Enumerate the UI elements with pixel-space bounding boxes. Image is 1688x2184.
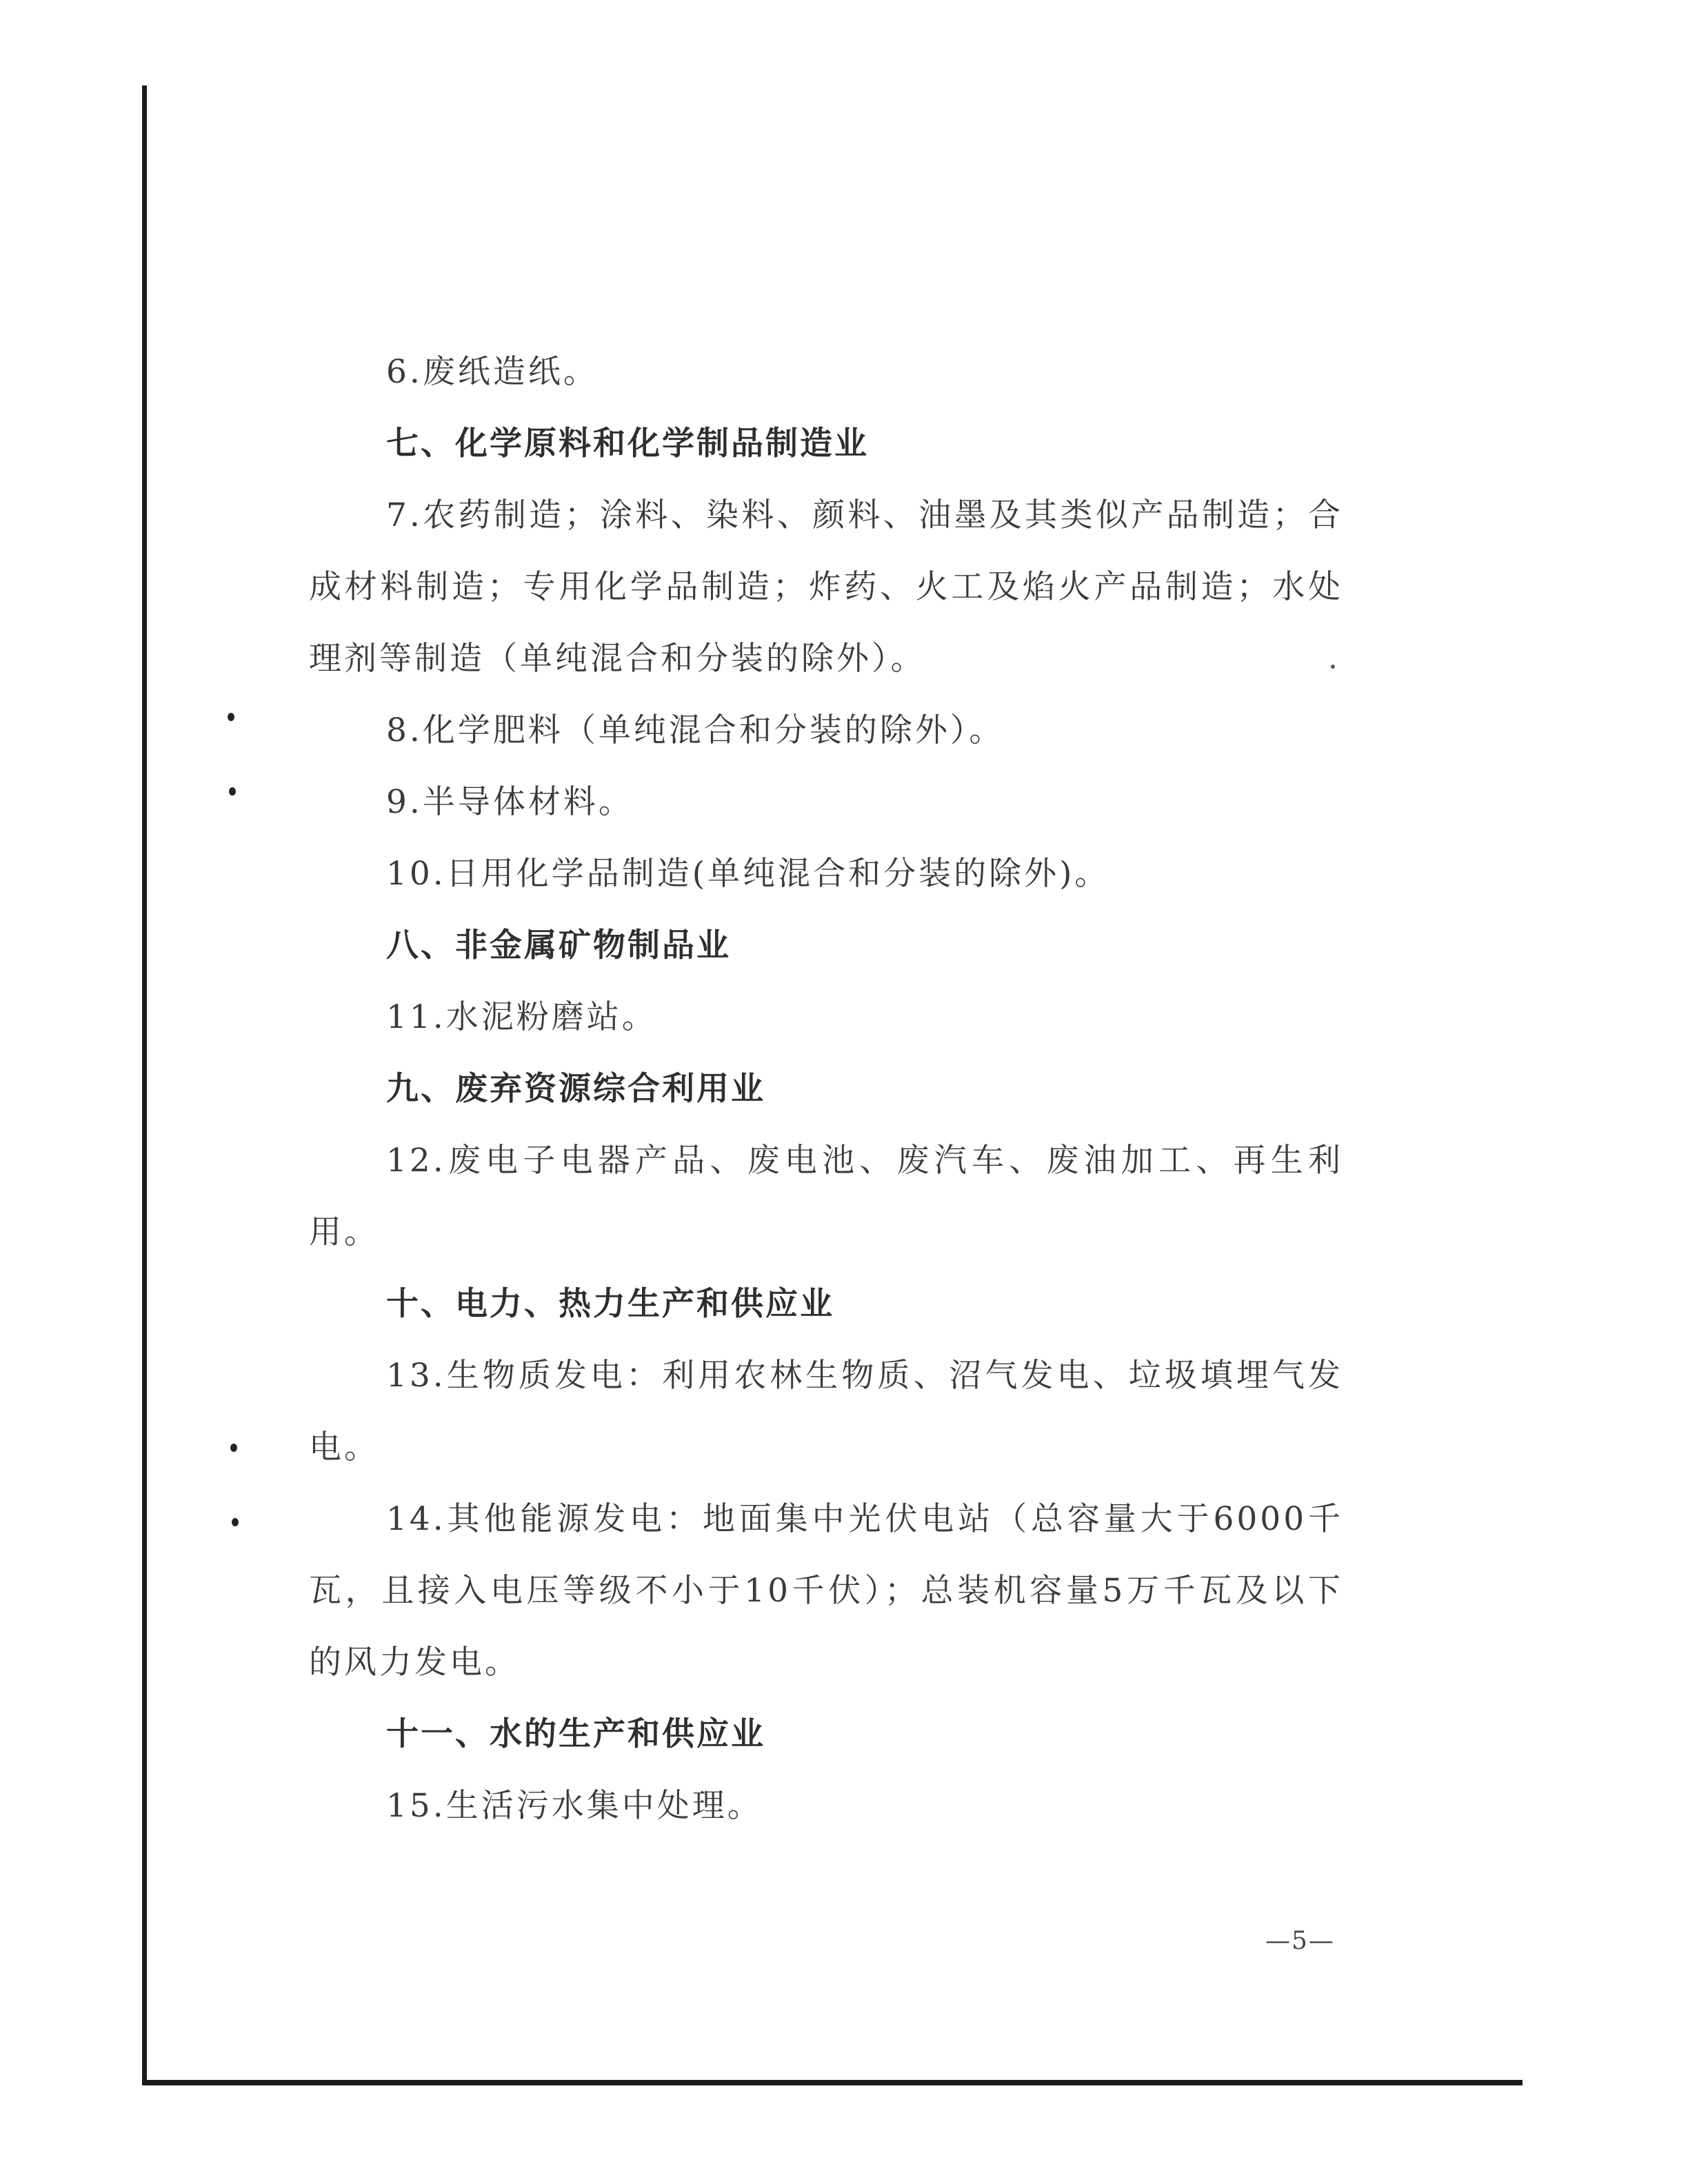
item-8: 8.化学肥料（单纯混合和分装的除外）。	[386, 711, 1005, 749]
section-heading-9: 九、废弃资源综合利用业	[386, 1070, 765, 1108]
section-heading-10: 十、电力、热力生产和供应业	[386, 1285, 834, 1323]
item-13: 13.生物质发电：利用农林生物质、沼气发电、垃圾填埋气发电。	[309, 1357, 1343, 1466]
binding-hole-mark	[228, 713, 234, 721]
item-10: 10.日用化学品制造(单纯混合和分装的除外)。	[386, 855, 1110, 893]
section-heading-11: 十一、水的生产和供应业	[386, 1715, 765, 1753]
binding-hole-mark	[229, 787, 236, 796]
scan-edge-bottom	[142, 2080, 1523, 2085]
section-heading-7: 七、化学原料和化学制品制造业	[386, 425, 869, 463]
item-14: 14.其他能源发电：地面集中光伏电站（总容量大于6000千瓦，且接入电压等级不小于10千伏）；总装机容量5万千瓦及以下的风力发电。	[309, 1500, 1343, 1681]
item-15: 15.生活污水集中处理。	[386, 1787, 763, 1825]
item-7: 7.农药制造；涂料、染料、颜料、油墨及其类似产品制造；合成材料制造；专用化学品制造；炸药、火工及焰火产品制造；水处理剂等制造（单纯混合和分装的除外）。	[309, 496, 1343, 678]
item-12: 12.废电子电器产品、废电池、废汽车、废油加工、再生利用。	[309, 1142, 1343, 1251]
document-body	[309, 336, 1343, 1842]
page-number: —5—	[1265, 1927, 1335, 1955]
item-9: 9.半导体材料。	[386, 783, 634, 821]
section-heading-8: 八、非金属矿物制品业	[386, 927, 731, 964]
binding-hole-mark	[230, 1444, 237, 1452]
binding-hole-mark	[232, 1518, 239, 1526]
item-11: 11.水泥粉磨站。	[386, 998, 657, 1036]
item-6: 6.废纸造纸。	[386, 353, 599, 391]
scan-edge-left	[142, 85, 147, 2085]
